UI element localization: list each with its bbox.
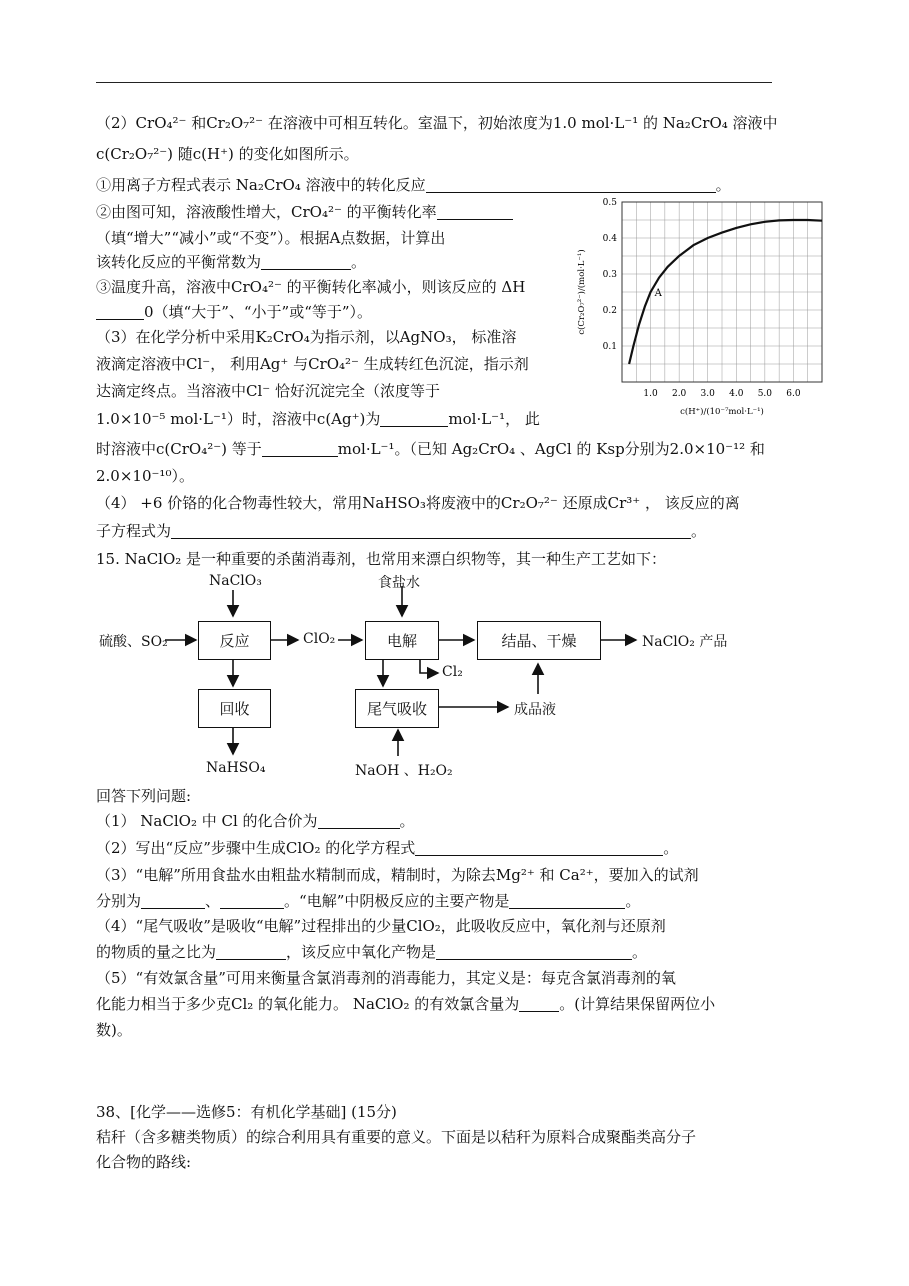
q15-a1: （1） NaClO₂ 中 Cl 的化合价为 。 [96,812,415,830]
answer-blank[interactable] [519,995,559,1012]
q38-line1: 秸秆（含多糖类物质）的综合利用具有重要的意义。下面是以秸秆为原料合成聚酯类高分子 [96,1128,697,1146]
q14-p4a: （4） +6 价铬的化合物毒性较大，常用NaHSO₃将废液中的Cr₂O₇²⁻ 还原成Cr³⁺ ， 该反应的离 [96,494,740,512]
brine-label: 食盐水 [378,575,420,591]
q15-a5c: 数)。 [96,1021,132,1039]
x-tick-label: 2.0 [671,389,687,399]
point-a-label: A [654,288,662,299]
answer-prompt: 回答下列问题: [96,787,192,805]
naclo3-label: NaClO₃ [209,573,262,589]
crystallize-box: 结晶、干燥 [477,621,601,660]
y-axis-label: c(Cr₂O₇²⁻)/(mol·L⁻¹) [577,249,587,335]
q15-a4b: 的物质的量之比为 ，该反应中氧化产物是 。 [96,943,648,961]
recover-box: 回收 [198,689,271,728]
x-axis-label: c(H⁺)/(10⁻⁷mol·L⁻¹) [680,407,764,417]
q14-s2b: （填“增大”“减小”或“不变”）。根据A点数据，计算出 [96,229,446,247]
q14-s3a: ③温度升高，溶液中CrO₄²⁻ 的平衡转化率减小，则该反应的 ΔH [96,278,526,296]
y-tick-label: 0.1 [602,342,617,352]
y-tick-label: 0.4 [602,234,617,244]
y-tick-label: 0.3 [602,270,617,280]
cl2-label: Cl₂ [442,664,463,680]
answer-blank[interactable] [318,812,400,829]
nahso4-label: NaHSO₄ [206,760,266,776]
answer-blank[interactable] [220,892,284,909]
answer-blank[interactable] [141,892,205,909]
y-tick-label: 0.5 [602,198,617,208]
q14-p3f: 2.0×10⁻¹⁰）。 [96,467,194,485]
q14-p3a: （3）在化学分析中采用K₂CrO₄为指示剂，以AgNO₃， 标准溶 [96,328,517,346]
q15-a3a: （3）“电解”所用食盐水由粗盐水精制而成，精制时，为除去Mg²⁺ 和 Ca²⁺，要加入的试剂 [96,866,699,884]
x-tick-label: 3.0 [700,389,715,399]
q15-intro: 15. NaClO₂ 是一种重要的杀菌消毒剂，也常用来漂白织物等，其一种生产工艺如下： [96,550,667,568]
clo2-label: ClO₂ [303,631,336,647]
q15-a5b: 化能力相当于多少克Cl₂ 的氧化能力。 NaClO₂ 的有效氯含量为 。(计算结果保留两位小 [96,995,716,1013]
q15-a2: （2）写出“反应”步骤中生成ClO₂ 的化学方程式 。 [96,839,679,857]
q14-p2-line2: c(Cr₂O₇²⁻) 随c(H⁺) 的变化如图所示。 [96,145,359,163]
q14-s2c: 该转化反应的平衡常数为 。 [96,253,367,271]
electrolysis-box: 电解 [365,621,439,660]
q15-a3b: 分别为 、 。“电解”中阴极反应的主要产物是 。 [96,892,641,910]
x-tick-label: 1.0 [643,389,658,399]
answer-blank[interactable] [216,943,286,960]
q38-title: 38、[化学——选修5：有机化学基础] (15分) [96,1103,397,1121]
q14-s3b: 0（填“大于”、“小于”或“等于”）。 [96,301,372,323]
q14-s2a: ②由图可知，溶液酸性增大，CrO₄²⁻ 的平衡转化率 [96,201,513,223]
q14-p3c: 达滴定终点。当溶液中Cl⁻ 恰好沉淀完全（浓度等于 [96,382,440,400]
q14-p3d: 1.0×10⁻⁵ mol·L⁻¹）时，溶液中c(Ag⁺)为 mol·L⁻¹， 此 [96,410,540,428]
x-tick-label: 6.0 [786,389,801,399]
react-box: 反应 [198,621,271,660]
product-label: NaClO₂ 产品 [642,634,728,650]
inputs-label: 硫酸、SO₂ [99,634,168,650]
q14-p3e: 时溶液中c(CrO₄²⁻) 等于 mol·L⁻¹。（已知 Ag₂CrO₄ 、AgCl 的 Ksp分别为2.0×10⁻¹² 和 [96,440,765,458]
q14-p2-line1: （2）CrO₄²⁻ 和Cr₂O₇²⁻ 在溶液中可相互转化。室温下，初始浓度为1.0 mol·L⁻¹ 的 Na₂CrO₄ 溶液中 [96,114,778,132]
answer-blank[interactable] [509,892,625,909]
answer-blank[interactable] [415,839,663,856]
q14-p3b: 液滴定溶液中Cl⁻， 利用Ag⁺ 与CrO₄²⁻ 生成转红色沉淀，指示剂 [96,355,529,373]
x-tick-label: 4.0 [729,389,744,399]
x-tick-label: 5.0 [757,389,773,399]
q15-a5a: （5）“有效氯含量”可用来衡量含氯消毒剂的消毒能力，其定义是：每克含氯消毒剂的氧 [96,969,676,987]
q38-line2: 化合物的路线: [96,1153,192,1171]
naoh-h2o2-label: NaOH 、H₂O₂ [355,763,453,779]
y-tick-label: 0.2 [602,306,617,316]
answer-blank[interactable] [436,943,632,960]
q15-a4a: （4）“尾气吸收”是吸收“电解”过程排出的少量ClO₂，此吸收反应中，氧化剂与还原剂 [96,917,666,935]
tail-gas-box: 尾气吸收 [355,689,439,728]
q14-p4b: 子方程式为 。 [96,522,707,540]
finished-liquid-label: 成品液 [514,702,556,718]
q14-s1: ①用离子方程式表示 Na₂CrO₄ 溶液中的转化反应 。 [96,176,731,194]
